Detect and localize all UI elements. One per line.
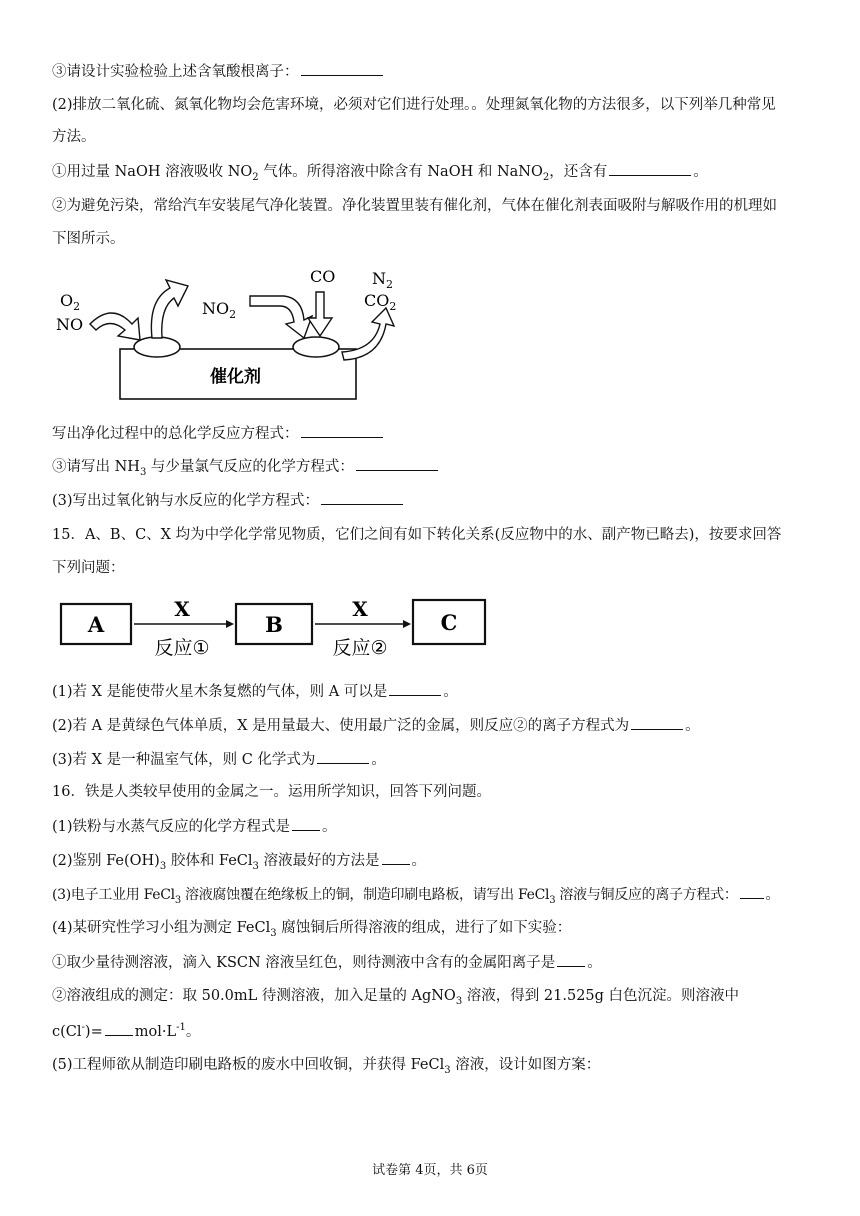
question-15-stem-cont: 下列问题：	[52, 560, 125, 576]
answer-blank[interactable]	[631, 715, 683, 730]
arrow-head-1	[226, 620, 234, 628]
question-14-2-2: ②为避免污染，常给汽车安装尾气净化装置。净化装置里装有催化剂，气体在催化剂表面吸附与解吸作用的机理如	[52, 198, 777, 214]
no2-label: $NO_2$	[202, 299, 237, 321]
question-14-2-2-cont: 下图所示。	[52, 231, 125, 247]
reagent-x-2: X	[352, 597, 368, 621]
page-footer: 试卷第 4页，共 6页	[372, 1163, 488, 1178]
question-14-2-1: ①用过量 NaOH 溶液吸收 $NO_2$ 气体。所得溶液中除含有 NaOH 和 NaNO$_2$，还含有 。	[52, 161, 708, 182]
question-16-1: (1)铁粉与水蒸气反应的化学方程式是 。	[52, 816, 337, 837]
answer-blank[interactable]	[356, 456, 438, 471]
answer-blank[interactable]	[557, 952, 585, 967]
answer-blank[interactable]	[321, 490, 403, 505]
answer-blank[interactable]	[609, 161, 691, 176]
question-15-3: (3)若 X 是一种温室气体，则 C 化学式为 。	[52, 749, 386, 770]
question-15-2: (2)若 A 是黄绿色气体单质，X 是用量最大、使用最广泛的金属，则反应②的离子方程式为 。	[52, 715, 700, 736]
answer-blank[interactable]	[301, 423, 383, 438]
box-a-label: A	[87, 612, 105, 637]
arrow-co-down	[308, 292, 332, 336]
question-14-2-3: ③请写出 $NH_3$ 与少量氯气反应的化学方程式：	[52, 456, 440, 477]
answer-blank[interactable]	[292, 816, 320, 831]
question-14-2-intro-cont: 方法。	[52, 129, 96, 145]
adsorption-site-left	[134, 337, 180, 357]
n2-label: $N_2$	[372, 269, 393, 291]
co-label: CO	[310, 267, 336, 286]
answer-blank[interactable]	[105, 1021, 133, 1036]
answer-blank[interactable]	[740, 884, 764, 899]
question-16-5: (5)工程师欲从制造印刷电路板的废水中回收铜，并获得 FeCl$_3$ 溶液，设计如图方案：	[52, 1057, 601, 1076]
question-16-4: (4)某研究性学习小组为测定 FeCl$_3$ 腐蚀铜后所得溶液的组成，进行了如下实验：	[52, 920, 572, 939]
question-14-2-2-ask: 写出净化过程中的总化学反应方程式：	[52, 423, 385, 444]
question-15-stem: 15．A、B、C、X 均为中学化学常见物质，它们之间有如下转化关系(反应物中的水、副产物已略去)，按要求回答	[52, 527, 782, 543]
reagent-x-1: X	[174, 597, 190, 621]
box-b-label: B	[265, 612, 283, 637]
question-16-3: (3)电子工业用 FeCl$_3$ 溶液腐蚀覆在绝缘板上的铜，制造印刷电路板，请写出 FeCl$_3$ 溶液与铜反应的离子方程式： 。	[52, 884, 779, 905]
question-14-3: (3)写出过氧化钠与水反应的化学方程式：	[52, 490, 405, 511]
arrow-out-right	[342, 308, 394, 360]
reaction-2-label: 反应②	[332, 637, 388, 659]
answer-blank[interactable]	[382, 850, 410, 865]
question-14-2-intro: (2)排放二氧化硫、氮氧化物均会危害环境，必须对它们进行处理。。处理氮氧化物的方法很多，以下列举几种常见	[52, 97, 776, 113]
question-16-4-2: ②溶液组成的测定：取 50.0mL 待测溶液，加入足量的 AgNO$_3$ 溶液，得到 21.525g 白色沉淀。则溶液中	[52, 988, 740, 1007]
arrow-in-right	[250, 296, 312, 338]
box-c-label: C	[440, 610, 458, 635]
reaction-1-label: 反应①	[154, 637, 210, 659]
arrow-head-2	[403, 620, 411, 628]
answer-blank[interactable]	[317, 749, 369, 764]
question-14-1-3: ③请设计实验检验上述含氧酸根离子：	[52, 61, 385, 82]
no-label: NO	[56, 315, 84, 334]
co2-label: $CO_2$	[364, 291, 397, 313]
question-15-1: (1)若 X 是能使带火星木条复燃的气体，则 A 可以是 。	[52, 681, 458, 702]
conversion-flow-diagram	[58, 592, 488, 662]
answer-blank[interactable]	[389, 681, 441, 696]
catalyst-mechanism-diagram	[52, 262, 412, 404]
question-16-4-1: ①取少量待测溶液，滴入 KSCN 溶液呈红色，则待测液中含有的金属阳离子是 。	[52, 952, 602, 973]
o2-label: $O_2$	[60, 291, 81, 313]
catalyst-label: 催化剂	[210, 367, 261, 387]
adsorption-site-right	[293, 337, 339, 357]
arrow-in-left	[90, 313, 140, 340]
answer-blank[interactable]	[301, 61, 383, 76]
arrow-out-left	[151, 280, 188, 338]
question-16-stem: 16．铁是人类较早使用的金属之一。运用所学知识，回答下列问题。	[52, 784, 491, 800]
question-16-4-2-cont: $c(Cl^-)= mol\cdot L^{-1}$。	[52, 1022, 201, 1040]
question-16-2: (2)鉴别 $Fe(OH)_3$ 胶体和 FeCl$_3$ 溶液最好的方法是 。	[52, 850, 426, 871]
